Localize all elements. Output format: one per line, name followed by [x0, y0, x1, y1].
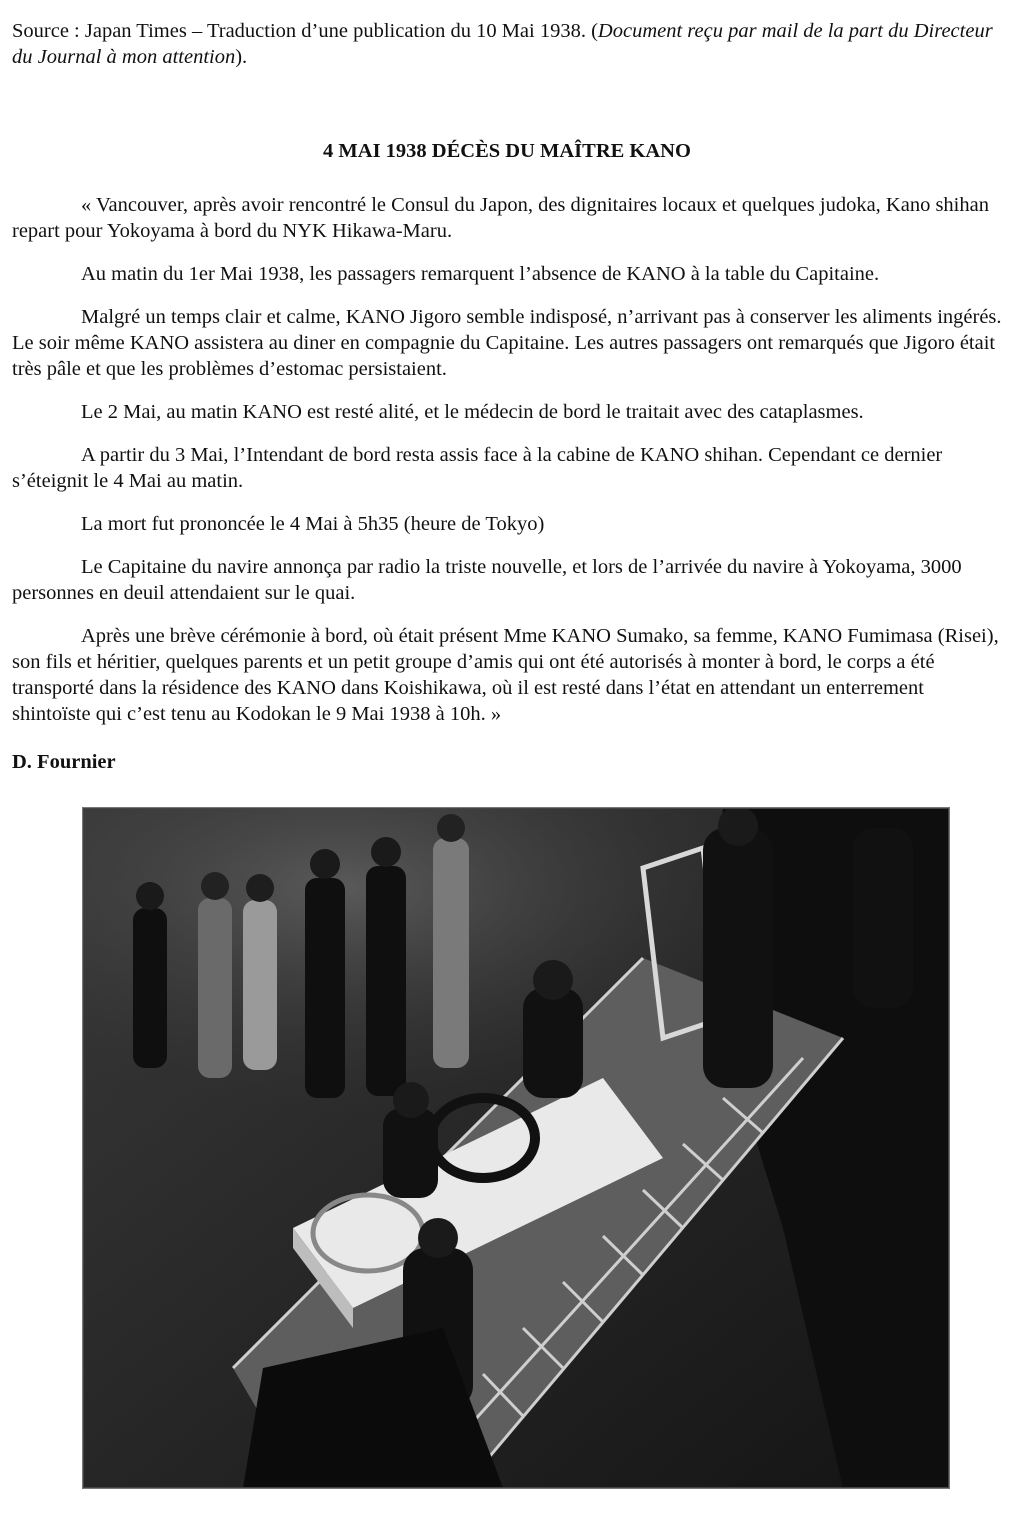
source-suffix: ).: [235, 46, 248, 68]
source-italic: Document reçu par mail de la part du Directeur du Journal à mon attention: [12, 20, 993, 68]
funeral-photo-illustration: [83, 808, 949, 1488]
author-signature: D. Fournier: [12, 751, 116, 773]
source-prefix: Source : Japan Times – Traduction d’une publication du 10 Mai 1938. (: [12, 20, 598, 42]
document-page: [12, 18, 1002, 775]
paragraph-6: La mort fut prononcée le 4 Mai à 5h35 (heure de Tokyo): [81, 513, 545, 535]
paragraph-4: Le 2 Mai, au matin KANO est resté alité, et le médecin de bord le traitait avec des cataplasmes.: [81, 401, 864, 423]
paragraph-5: A partir du 3 Mai, l’Intendant de bord resta assis face à la cabine de KANO shihan. Cependant ce dernier s’éteignit le 4 Mai au matin.: [12, 444, 943, 492]
paragraph-3: Malgré un temps clair et calme, KANO Jigoro semble indisposé, n’arrivant pas à conserver les aliments ingérés. Le soir même KANO assistera au diner en compagnie du Capitaine. Les autres passagers ont remarqués que Jigoro était très pâle et que les problèmes d’estomac persistaient.: [12, 306, 1002, 380]
funeral-photo: [82, 807, 950, 1489]
source-line: [12, 18, 1002, 70]
paragraph-1: « Vancouver, après avoir rencontré le Consul du Japon, des dignitaires locaux et quelques judoka, Kano shihan repart pour Yokoyama à bord du NYK Hikawa-Maru.: [12, 194, 989, 242]
article-title: 4 MAI 1938 DÉCÈS DU MAÎTRE KANO: [323, 140, 691, 162]
paragraph-2: Au matin du 1er Mai 1938, les passagers remarquent l’absence de KANO à la table du Capitaine.: [81, 263, 880, 285]
paragraph-8: Après une brève cérémonie à bord, où était présent Mme KANO Sumako, sa femme, KANO Fumimasa (Risei), son fils et héritier, quelques parents et un petit groupe d’amis qui ont été autorisés à monter à bord, le corps a été transporté dans la résidence des KANO dans Koishikawa, où il est resté dans l’état en attendant un enterrement shintoïste qui c’est tenu au Kodokan le 9 Mai 1938 à 10h. »: [12, 625, 999, 725]
paragraph-7: Le Capitaine du navire annonça par radio la triste nouvelle, et lors de l’arrivée du navire à Yokoyama, 3000 personnes en deuil attendaient sur le quai.: [12, 556, 962, 604]
